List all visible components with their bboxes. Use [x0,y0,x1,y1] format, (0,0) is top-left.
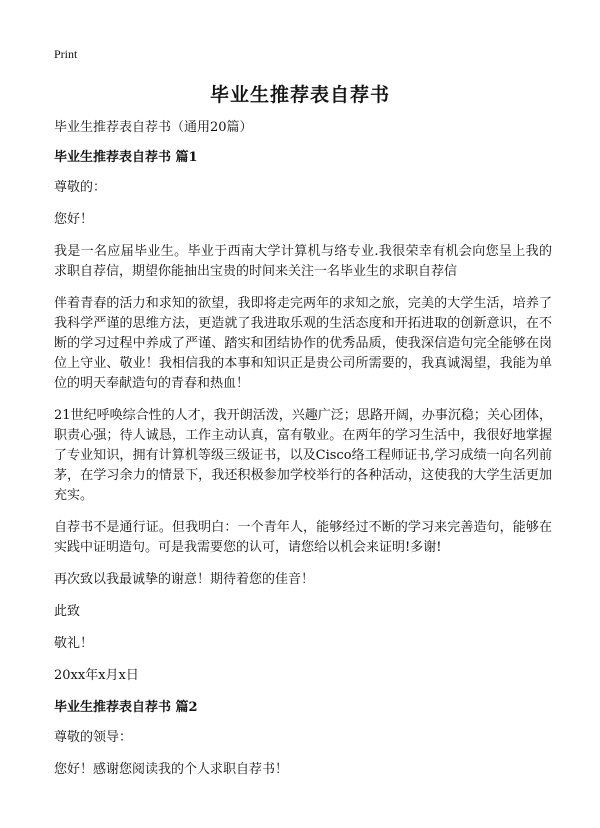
document-title: 毕业生推荐表自荐书 [209,84,390,106]
greeting-2: 您好！感谢您阅读我的个人求职自荐书！ [54,762,289,777]
document-body [54,118,552,792]
print-label: Print [54,47,78,61]
salutation-2: 尊敬的领导： [54,730,133,745]
closing-line-2: 敬礼！ [54,636,94,651]
paragraph-thanks: 再次致以我最诚挚的谢意！期待着您的佳音！ [54,572,315,587]
closing-line-1: 此致 [54,604,81,619]
salutation: 尊敬的： [54,180,107,195]
paragraph-request: 自荐书不是通行证。但我明白：一个青年人，能够经过不断的学习来完善造句，能够在实践中证明造句。可是我需要您的认可，请您给以机会来证明!多谢! [54,520,552,555]
section-heading-1: 毕业生推荐表自荐书 篇1 [54,150,198,165]
greeting: 您好！ [54,212,94,227]
section-heading-2: 毕业生推荐表自荐书 篇2 [54,700,198,715]
paragraph-intro: 我是一名应届毕业生。毕业于西南大学计算机与络专业.我很荣幸有机会向您呈上我的求职自荐信，期望你能抽出宝贵的时间来关注一名毕业生的求职自荐信 [54,244,552,279]
letter-date: 20xx年x月x日 [54,668,139,683]
paragraph-skills: 21世纪呼唤综合性的人才，我开朗活泼，兴趣广泛；思路开阔，办事沉稳；关心团体，职责心强；待人诚恳，工作主动认真，富有敬业。在两年的学习生活中，我很好地掌握了专业知识，拥有计算机等级三级证书，以及Cisco络工程师证书,学习成绩一向名列前茅，在学习余力的情景下，我还积极参加学校举行的各种活动，这使我的大学生活更加充实。 [54,408,552,503]
paragraph-qualities: 伴着青春的活力和求知的欲望，我即将走完两年的求知之旅，完美的大学生活，培养了我科学严谨的思维方法，更造就了我进取乐观的生活态度和开拓进取的创新意识，在不断的学习过程中养成了严谨、踏实和团结协作的优秀品质，使我深信造句完全能够在岗位上守业、敬业！我相信我的本事和知识正是贵公司所需要的，我真诚渴望，我能为单位的明天奉献造句的青春和热血！ [54,296,552,391]
document-subtitle: 毕业生推荐表自荐书（通用20篇） [54,120,253,135]
